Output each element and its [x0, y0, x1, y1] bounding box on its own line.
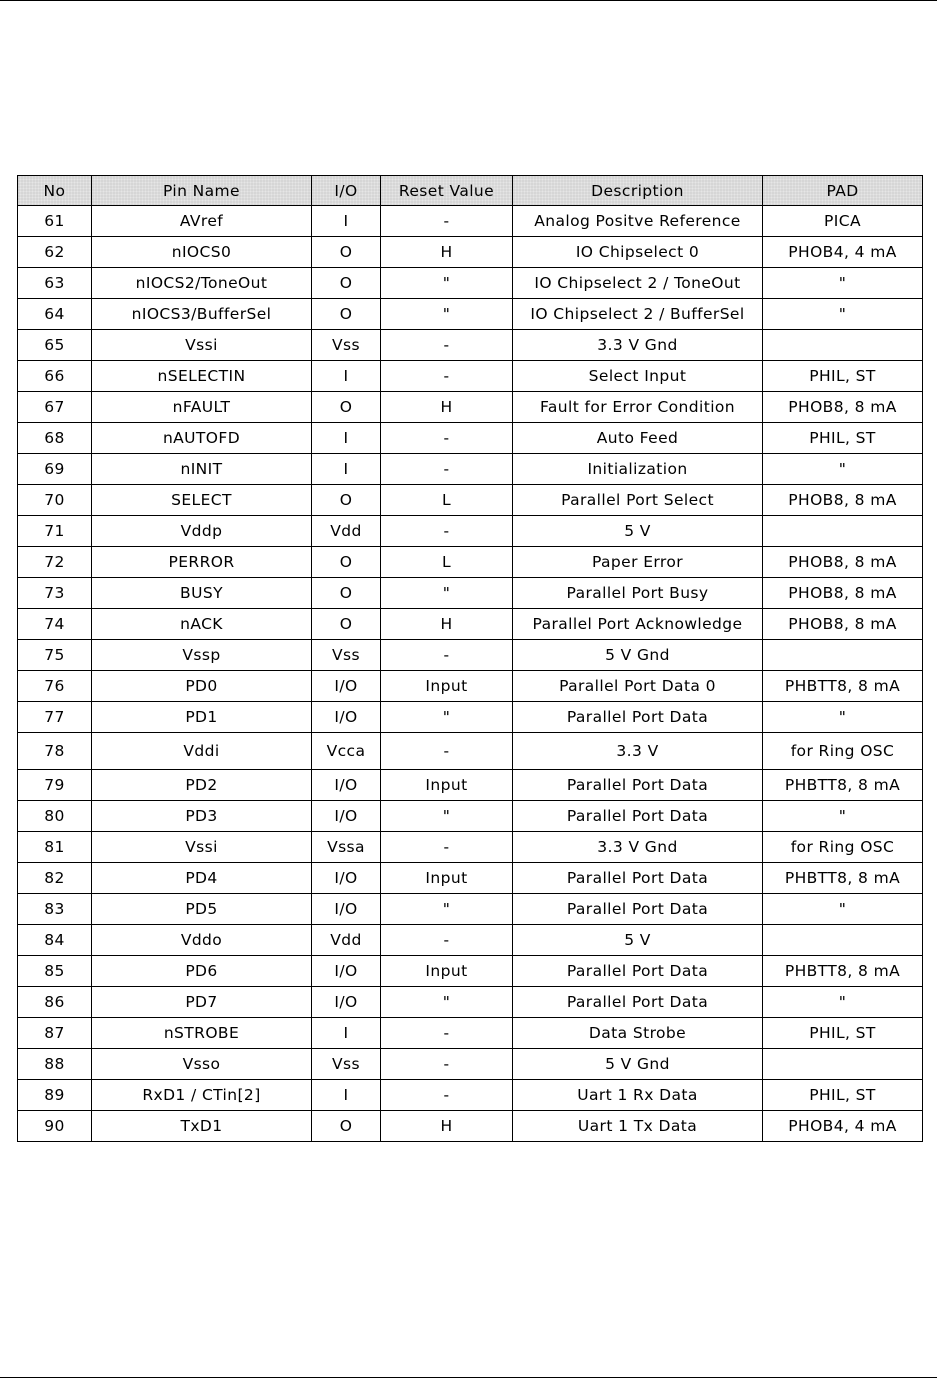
cell-description: Parallel Port Data: [513, 702, 763, 733]
cell-no: 84: [18, 925, 92, 956]
cell-pad: PHOB8, 8 mA: [763, 485, 923, 516]
cell-description: Parallel Port Data 0: [513, 671, 763, 702]
cell-description: 3.3 V Gnd: [513, 832, 763, 863]
cell-reset-value: -: [381, 206, 513, 237]
cell-reset-value: -: [381, 925, 513, 956]
header-no: No: [18, 176, 92, 206]
cell-description: Parallel Port Data: [513, 770, 763, 801]
table-row: [18, 361, 923, 392]
cell-io: O: [312, 547, 381, 578]
cell-no: 77: [18, 702, 92, 733]
cell-reset-value: -: [381, 832, 513, 863]
table-row: [18, 925, 923, 956]
cell-pad: ": [763, 894, 923, 925]
cell-description: 3.3 V: [513, 733, 763, 770]
cell-description: Fault for Error Condition: [513, 392, 763, 423]
cell-io: Vssa: [312, 832, 381, 863]
cell-io: I: [312, 206, 381, 237]
cell-description: Data Strobe: [513, 1018, 763, 1049]
cell-description: Parallel Port Data: [513, 956, 763, 987]
cell-reset-value: Input: [381, 671, 513, 702]
table-row: [18, 578, 923, 609]
cell-io: O: [312, 299, 381, 330]
cell-no: 80: [18, 801, 92, 832]
cell-reset-value: -: [381, 1049, 513, 1080]
cell-no: 63: [18, 268, 92, 299]
cell-pin-name: PD7: [92, 987, 312, 1018]
cell-pin-name: PERROR: [92, 547, 312, 578]
table-row: [18, 423, 923, 454]
cell-no: 83: [18, 894, 92, 925]
cell-pad: ": [763, 299, 923, 330]
cell-pad: for Ring OSC: [763, 733, 923, 770]
cell-io: I: [312, 1080, 381, 1111]
cell-no: 81: [18, 832, 92, 863]
cell-pin-name: BUSY: [92, 578, 312, 609]
cell-pad: [763, 516, 923, 547]
cell-reset-value: H: [381, 609, 513, 640]
table-row: [18, 547, 923, 578]
table-row: [18, 671, 923, 702]
cell-io: Vcca: [312, 733, 381, 770]
cell-pad: PHOB8, 8 mA: [763, 392, 923, 423]
cell-pad: PHOB4, 4 mA: [763, 237, 923, 268]
cell-reset-value: L: [381, 485, 513, 516]
cell-no: 70: [18, 485, 92, 516]
cell-pin-name: nIOCS3/BufferSel: [92, 299, 312, 330]
cell-pin-name: Vddp: [92, 516, 312, 547]
cell-description: IO Chipselect 2 / BufferSel: [513, 299, 763, 330]
cell-io: Vss: [312, 330, 381, 361]
cell-description: Auto Feed: [513, 423, 763, 454]
table-body: [18, 206, 923, 1142]
table-row: [18, 206, 923, 237]
cell-pin-name: nSTROBE: [92, 1018, 312, 1049]
cell-no: 71: [18, 516, 92, 547]
cell-io: Vdd: [312, 925, 381, 956]
table-row: [18, 733, 923, 770]
cell-pin-name: nFAULT: [92, 392, 312, 423]
cell-reset-value: ": [381, 578, 513, 609]
cell-pad: [763, 640, 923, 671]
cell-description: Parallel Port Select: [513, 485, 763, 516]
cell-no: 68: [18, 423, 92, 454]
cell-pad: PHBTT8, 8 mA: [763, 770, 923, 801]
cell-pad: PHIL, ST: [763, 361, 923, 392]
table-row: [18, 268, 923, 299]
cell-pad: ": [763, 454, 923, 485]
cell-pad: PHIL, ST: [763, 423, 923, 454]
cell-no: 85: [18, 956, 92, 987]
cell-reset-value: L: [381, 547, 513, 578]
cell-reset-value: H: [381, 1111, 513, 1142]
cell-no: 82: [18, 863, 92, 894]
cell-pad: PICA: [763, 206, 923, 237]
cell-io: I/O: [312, 770, 381, 801]
table-row: [18, 454, 923, 485]
table-row: [18, 801, 923, 832]
table-row: [18, 702, 923, 733]
cell-description: 5 V: [513, 925, 763, 956]
cell-pin-name: Vssi: [92, 832, 312, 863]
cell-io: I/O: [312, 863, 381, 894]
cell-no: 90: [18, 1111, 92, 1142]
cell-pin-name: Vddi: [92, 733, 312, 770]
cell-reset-value: Input: [381, 770, 513, 801]
cell-reset-value: H: [381, 392, 513, 423]
cell-io: Vss: [312, 640, 381, 671]
cell-description: Uart 1 Tx Data: [513, 1111, 763, 1142]
cell-description: 5 V: [513, 516, 763, 547]
cell-pin-name: TxD1: [92, 1111, 312, 1142]
header-io: I/O: [312, 176, 381, 206]
cell-io: I: [312, 361, 381, 392]
cell-reset-value: Input: [381, 956, 513, 987]
cell-description: Paper Error: [513, 547, 763, 578]
cell-io: O: [312, 609, 381, 640]
table-row: [18, 485, 923, 516]
cell-description: 5 V Gnd: [513, 1049, 763, 1080]
cell-pin-name: Vddo: [92, 925, 312, 956]
cell-reset-value: ": [381, 268, 513, 299]
cell-no: 65: [18, 330, 92, 361]
cell-no: 86: [18, 987, 92, 1018]
cell-pad: PHOB8, 8 mA: [763, 547, 923, 578]
cell-io: O: [312, 268, 381, 299]
cell-io: I/O: [312, 671, 381, 702]
header-pad: PAD: [763, 176, 923, 206]
cell-reset-value: ": [381, 702, 513, 733]
cell-pad: PHIL, ST: [763, 1018, 923, 1049]
cell-pin-name: PD4: [92, 863, 312, 894]
cell-description: 5 V Gnd: [513, 640, 763, 671]
cell-description: Parallel Port Data: [513, 894, 763, 925]
table-row: [18, 863, 923, 894]
pin-description-table: [17, 175, 923, 1142]
cell-reset-value: -: [381, 733, 513, 770]
cell-io: I: [312, 423, 381, 454]
cell-reset-value: -: [381, 423, 513, 454]
header-reset-value: Reset Value: [381, 176, 513, 206]
header-description: Description: [513, 176, 763, 206]
cell-no: 66: [18, 361, 92, 392]
cell-io: Vdd: [312, 516, 381, 547]
table-row: [18, 894, 923, 925]
cell-description: Initialization: [513, 454, 763, 485]
cell-pad: PHIL, ST: [763, 1080, 923, 1111]
cell-pin-name: Vssp: [92, 640, 312, 671]
cell-reset-value: -: [381, 516, 513, 547]
table-row: [18, 987, 923, 1018]
cell-no: 75: [18, 640, 92, 671]
cell-reset-value: H: [381, 237, 513, 268]
cell-no: 62: [18, 237, 92, 268]
cell-reset-value: ": [381, 299, 513, 330]
table-row: [18, 299, 923, 330]
cell-description: IO Chipselect 2 / ToneOut: [513, 268, 763, 299]
table-row: [18, 832, 923, 863]
cell-pin-name: nSELECTIN: [92, 361, 312, 392]
cell-io: I/O: [312, 894, 381, 925]
cell-pad: PHOB8, 8 mA: [763, 609, 923, 640]
table-row: [18, 1049, 923, 1080]
cell-description: Parallel Port Busy: [513, 578, 763, 609]
cell-io: I/O: [312, 987, 381, 1018]
cell-no: 74: [18, 609, 92, 640]
cell-pad: ": [763, 268, 923, 299]
table-row: [18, 237, 923, 268]
cell-io: O: [312, 578, 381, 609]
cell-reset-value: -: [381, 454, 513, 485]
cell-description: IO Chipselect 0: [513, 237, 763, 268]
cell-io: I/O: [312, 801, 381, 832]
cell-reset-value: ": [381, 801, 513, 832]
cell-reset-value: -: [381, 640, 513, 671]
cell-pin-name: PD0: [92, 671, 312, 702]
cell-pin-name: nIOCS2/ToneOut: [92, 268, 312, 299]
cell-pad: [763, 330, 923, 361]
table-row: [18, 1018, 923, 1049]
cell-no: 69: [18, 454, 92, 485]
cell-pin-name: PD1: [92, 702, 312, 733]
cell-pin-name: PD6: [92, 956, 312, 987]
cell-reset-value: -: [381, 1018, 513, 1049]
cell-description: Analog Positve Reference: [513, 206, 763, 237]
cell-pad: ": [763, 801, 923, 832]
cell-no: 87: [18, 1018, 92, 1049]
table-row: [18, 1080, 923, 1111]
cell-reset-value: ": [381, 987, 513, 1018]
cell-no: 61: [18, 206, 92, 237]
cell-io: O: [312, 1111, 381, 1142]
cell-no: 73: [18, 578, 92, 609]
table-header-row: [18, 176, 923, 206]
cell-pad: for Ring OSC: [763, 832, 923, 863]
cell-io: Vss: [312, 1049, 381, 1080]
cell-pad: PHOB8, 8 mA: [763, 578, 923, 609]
cell-io: I: [312, 1018, 381, 1049]
cell-pad: ": [763, 702, 923, 733]
cell-description: Parallel Port Data: [513, 863, 763, 894]
cell-description: Parallel Port Data: [513, 987, 763, 1018]
table-row: [18, 770, 923, 801]
cell-no: 78: [18, 733, 92, 770]
cell-description: Select Input: [513, 361, 763, 392]
cell-pin-name: nAUTOFD: [92, 423, 312, 454]
cell-pad: PHBTT8, 8 mA: [763, 671, 923, 702]
cell-reset-value: -: [381, 1080, 513, 1111]
cell-pin-name: Vsso: [92, 1049, 312, 1080]
cell-reset-value: ": [381, 894, 513, 925]
cell-reset-value: Input: [381, 863, 513, 894]
cell-no: 79: [18, 770, 92, 801]
cell-pin-name: RxD1 / CTin[2]: [92, 1080, 312, 1111]
cell-pin-name: Vssi: [92, 330, 312, 361]
header-pin-name: Pin Name: [92, 176, 312, 206]
cell-no: 88: [18, 1049, 92, 1080]
cell-pin-name: nINIT: [92, 454, 312, 485]
cell-pin-name: SELECT: [92, 485, 312, 516]
cell-pad: [763, 925, 923, 956]
cell-pin-name: PD2: [92, 770, 312, 801]
table-row: [18, 1111, 923, 1142]
cell-pad: PHOB4, 4 mA: [763, 1111, 923, 1142]
table-row: [18, 609, 923, 640]
page-bottom-rule: [0, 1377, 937, 1378]
table-row: [18, 392, 923, 423]
cell-io: O: [312, 392, 381, 423]
cell-no: 67: [18, 392, 92, 423]
cell-io: I/O: [312, 702, 381, 733]
cell-pad: ": [763, 987, 923, 1018]
cell-pad: [763, 1049, 923, 1080]
cell-description: Parallel Port Data: [513, 801, 763, 832]
cell-pin-name: nACK: [92, 609, 312, 640]
cell-io: I/O: [312, 956, 381, 987]
table-row: [18, 330, 923, 361]
table-row: [18, 516, 923, 547]
cell-no: 76: [18, 671, 92, 702]
cell-reset-value: -: [381, 330, 513, 361]
cell-no: 72: [18, 547, 92, 578]
cell-io: I: [312, 454, 381, 485]
cell-description: Uart 1 Rx Data: [513, 1080, 763, 1111]
cell-pin-name: PD3: [92, 801, 312, 832]
cell-io: O: [312, 237, 381, 268]
cell-no: 89: [18, 1080, 92, 1111]
cell-pad: PHBTT8, 8 mA: [763, 863, 923, 894]
table-row: [18, 640, 923, 671]
cell-io: O: [312, 485, 381, 516]
cell-pin-name: AVref: [92, 206, 312, 237]
cell-description: Parallel Port Acknowledge: [513, 609, 763, 640]
cell-description: 3.3 V Gnd: [513, 330, 763, 361]
page-top-rule: [0, 0, 937, 1]
cell-reset-value: -: [381, 361, 513, 392]
table-row: [18, 956, 923, 987]
cell-pin-name: nIOCS0: [92, 237, 312, 268]
cell-pin-name: PD5: [92, 894, 312, 925]
cell-pad: PHBTT8, 8 mA: [763, 956, 923, 987]
cell-no: 64: [18, 299, 92, 330]
